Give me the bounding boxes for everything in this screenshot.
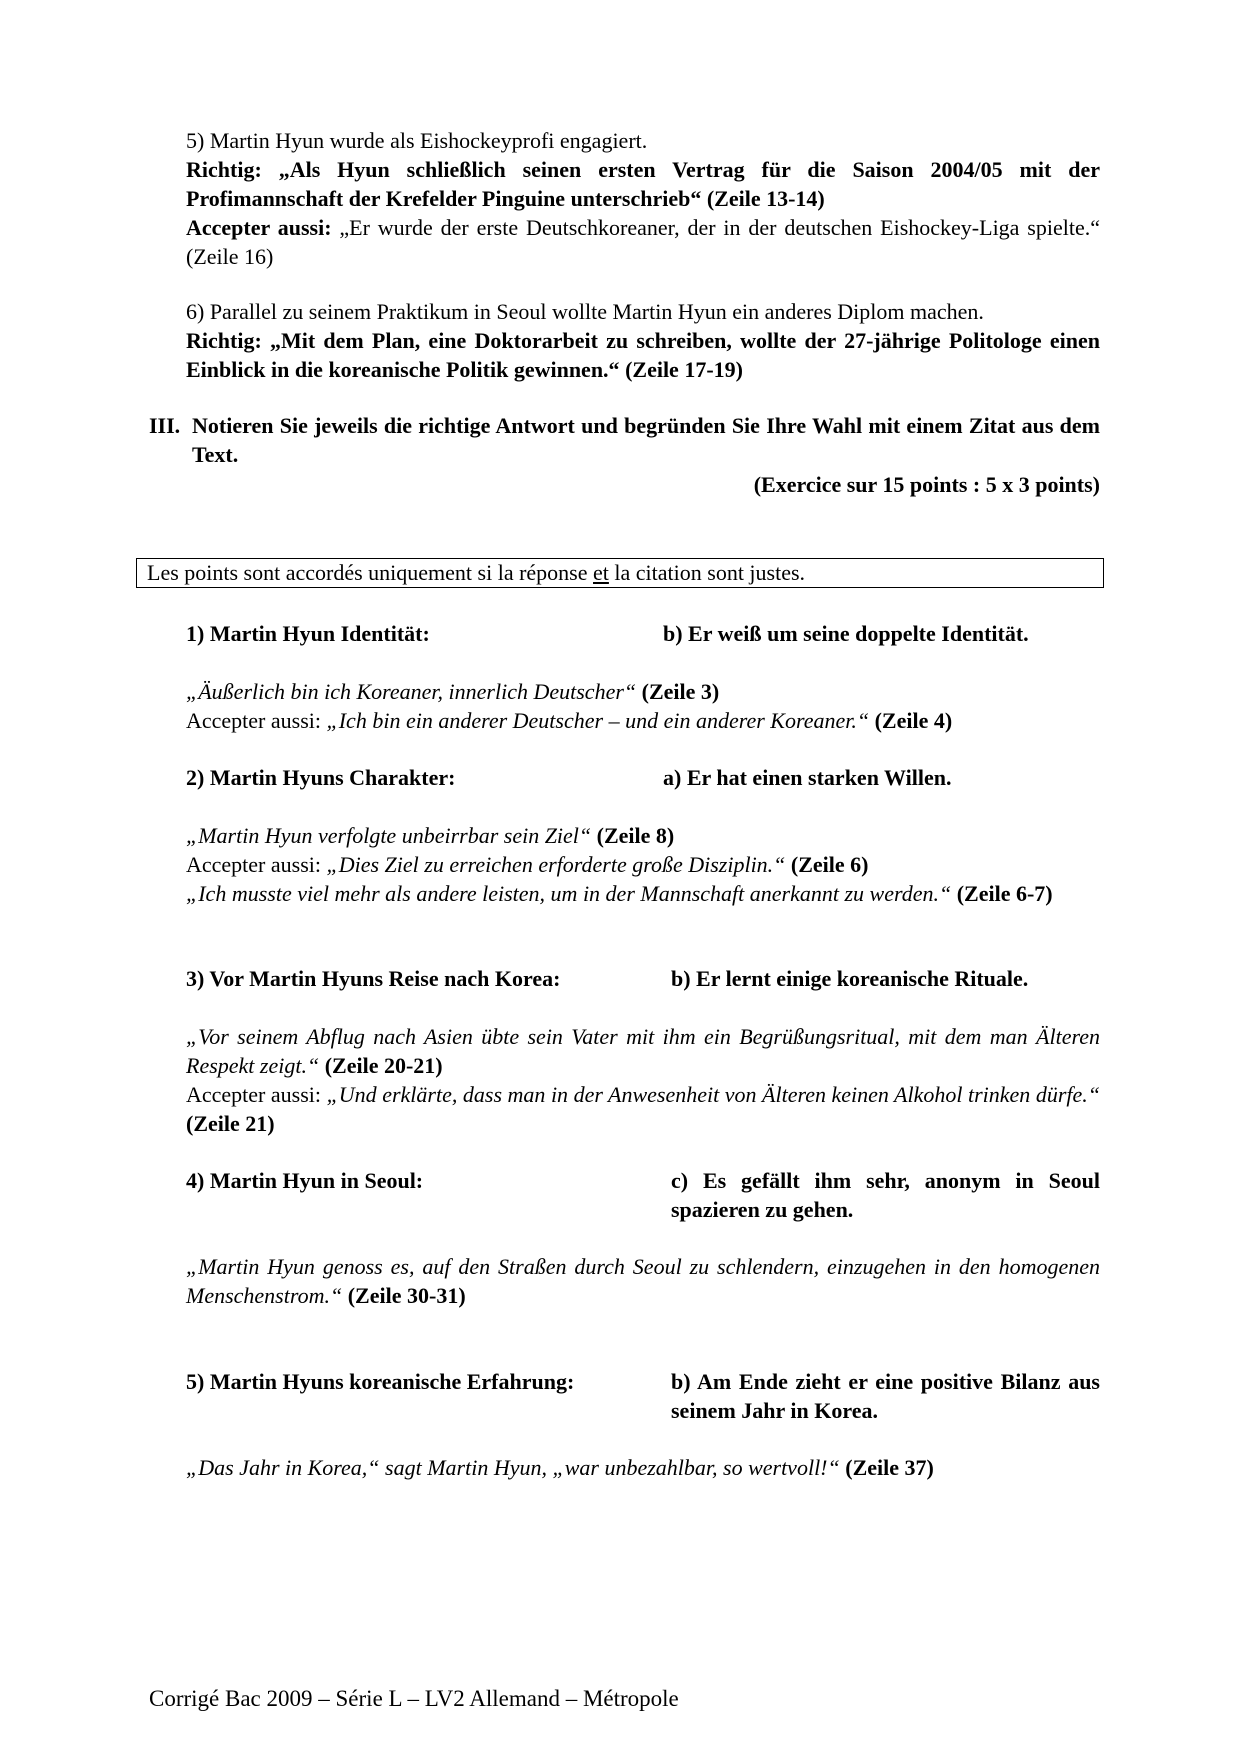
note-part2: la citation sont justes. [608, 560, 806, 585]
section3-points: (Exercice sur 15 points : 5 x 3 points) [753, 472, 1100, 497]
q2-quote1: „Martin Hyun verfolgte unbeirrbar sein Ziel“ [186, 823, 592, 848]
item5-statement: 5) Martin Hyun wurde als Eishockeyprofi engagiert. [186, 128, 648, 153]
richtig-label: Richtig: [186, 157, 262, 182]
question-4-answer: c) Es gefällt ihm sehr, anonym in Seoul spazieren zu gehen. [671, 1168, 1100, 1222]
item6-richtig-ref: (Zeile 17-19) [625, 357, 743, 382]
q3-ref1: (Zeile 20-21) [324, 1053, 443, 1078]
item5-accepter-quote: „Er wurde der erste Deutschkoreaner, der in der deutschen Eishockey-Liga spielte.“ (Zeile 16) [186, 215, 1100, 269]
q4-ref1: (Zeile 30-31) [347, 1283, 466, 1308]
q1-quote1: „Äußerlich bin ich Koreaner, innerlich Deutscher“ [186, 679, 637, 704]
question-2-label: 2) Martin Hyuns Charakter: [186, 765, 456, 790]
item5-richtig-ref: (Zeile 13-14) [706, 186, 825, 211]
question-5-label: 5) Martin Hyuns koreanische Erfahrung: [186, 1369, 575, 1394]
q1-ref2: (Zeile 4) [874, 708, 953, 733]
q2-quote-line [186, 821, 1100, 850]
q2-ref3: (Zeile 6-7) [956, 881, 1053, 906]
q3-ref2: (Zeile 21) [186, 1111, 275, 1136]
question-2-answer: a) Er hat einen starken Willen. [663, 765, 952, 790]
question-1-justification [186, 677, 1100, 735]
scoring-note-box [136, 558, 1104, 588]
q2-ref1: (Zeile 8) [596, 823, 675, 848]
q5-ref1: (Zeile 37) [845, 1455, 934, 1480]
q4-quote-line [186, 1252, 1100, 1310]
question-5-answer: b) Am Ende zieht er eine positive Bilanz aus seinem Jahr in Korea. [671, 1369, 1100, 1423]
item5-richtig [186, 155, 1100, 213]
accepter-label: Accepter aussi: [186, 1082, 322, 1107]
section3-number: III. [149, 413, 181, 438]
q3-quote-line [186, 1022, 1100, 1080]
q4-quote1: „Martin Hyun genoss es, auf den Straßen durch Seoul zu schlendern, einzugehen in den homogenen Menschenstrom.“ [186, 1254, 1100, 1308]
item6-richtig-quote: „Mit dem Plan, eine Doktorarbeit zu schreiben, wollte der 27-jährige Politologe einen Einblick in die koreanische Politik gewinnen.“ [186, 328, 1101, 382]
q1-accepter-line [186, 706, 1100, 735]
q3-accepter-line [186, 1080, 1100, 1138]
q3-quote2: „Und erklärte, dass man in der Anwesenheit von Älteren keinen Alkohol trinken dürfe.“ [326, 1082, 1101, 1107]
q5-quote1: „Das Jahr in Korea,“ sagt Martin Hyun, „war unbezahlbar, so wertvoll!“ [186, 1455, 840, 1480]
accepter-label: Accepter aussi: [186, 852, 321, 877]
question-3-answer: b) Er lernt einige koreanische Rituale. [671, 966, 1029, 991]
page-footer: Corrigé Bac 2009 – Série L – LV2 Allemand – Métropole [149, 1686, 679, 1711]
q2-ref2: (Zeile 6) [790, 852, 869, 877]
q5-quote-line [186, 1453, 1100, 1482]
item6-richtig [186, 326, 1100, 384]
q3-quote1: „Vor seinem Abflug nach Asien übte sein Vater mit ihm ein Begrüßungsritual, mit dem man Älteren Respekt zeigt.“ [186, 1024, 1100, 1078]
q1-quote2: „Ich bin ein anderer Deutscher – und ein anderer Koreaner.“ [326, 708, 870, 733]
richtig-label: Richtig: [186, 328, 262, 353]
q2-extra-line [186, 879, 1100, 908]
q1-ref1: (Zeile 3) [641, 679, 720, 704]
question-4-justification [186, 1252, 1100, 1310]
question-1-label: 1) Martin Hyun Identität: [186, 621, 430, 646]
note-underlined: et [593, 560, 609, 585]
q1-quote-line [186, 677, 1100, 706]
q2-quote2: „Dies Ziel zu erreichen erforderte große Disziplin.“ [326, 852, 786, 877]
question-3-justification [186, 1022, 1100, 1138]
question-4-label: 4) Martin Hyun in Seoul: [186, 1168, 424, 1193]
item6-statement: 6) Parallel zu seinem Praktikum in Seoul wollte Martin Hyun ein anderes Diplom machen. [186, 299, 984, 324]
q2-quote3: „Ich musste viel mehr als andere leisten, um in der Mannschaft anerkannt zu werden.“ [186, 881, 952, 906]
question-2-justification [186, 821, 1100, 908]
question-3-label: 3) Vor Martin Hyuns Reise nach Korea: [186, 966, 561, 991]
section3-instruction: Notieren Sie jeweils die richtige Antwort und begründen Sie Ihre Wahl mit einem Zitat aus dem Text. [192, 413, 1100, 467]
accepter-label: Accepter aussi: [186, 708, 321, 733]
section3-header [149, 411, 1100, 499]
item5-accepter [186, 213, 1100, 271]
q2-accepter-line [186, 850, 1100, 879]
question-1-answer: b) Er weiß um seine doppelte Identität. [663, 621, 1029, 646]
item5-richtig-quote: „Als Hyun schließlich seinen ersten Vertrag für die Saison 2004/05 mit der Profimannschaft der Krefelder Pinguine unterschrieb“ [186, 157, 1100, 211]
question-5-justification [186, 1453, 1100, 1482]
accepter-label: Accepter aussi: [186, 215, 332, 240]
item6-block [186, 297, 1100, 384]
item5-block [186, 126, 1100, 271]
note-part1: Les points sont accordés uniquement si la réponse [147, 560, 594, 585]
